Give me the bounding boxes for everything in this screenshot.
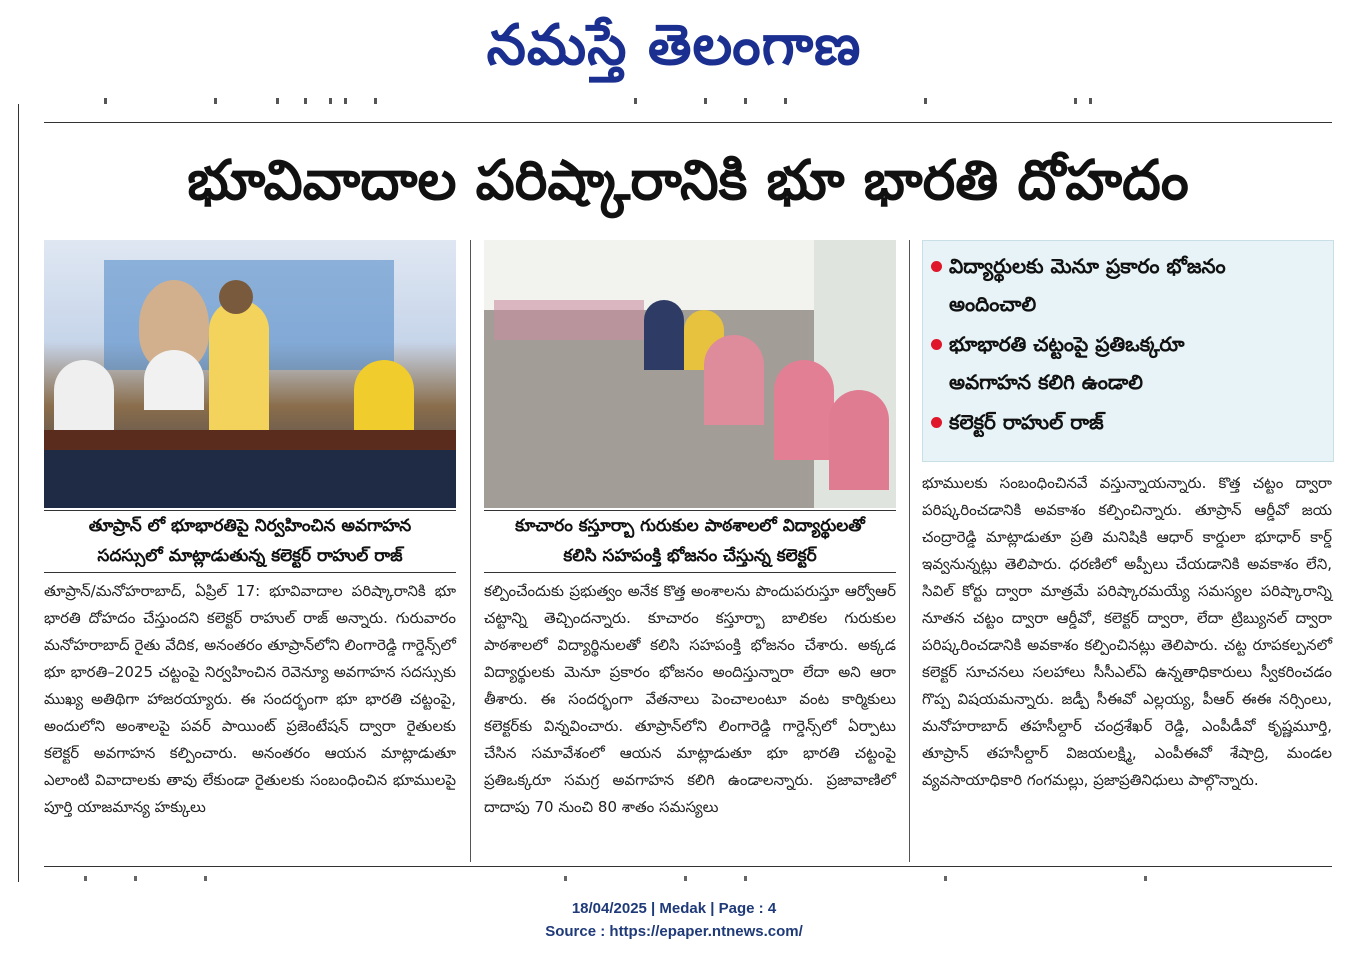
article-column-2 xyxy=(484,578,896,821)
column-divider-2 xyxy=(909,240,910,862)
page-left-divider xyxy=(18,104,19,882)
highlight-text: భూభారతి చట్టంపై ప్రతిఒక్కరూ xyxy=(949,332,1185,356)
highlight-text: అవగాహన కలిగి ఉండాలి xyxy=(949,370,1143,394)
bullet-dot-icon xyxy=(931,339,942,350)
caption-line: కూచారం కస్తూర్బా గురుకుల పాఠశాలలో విద్యార్థులతో xyxy=(515,516,865,536)
column-text: కల్పించేందుకు ప్రభుత్వం అనేక కొత్త అంశాలను పొందుపరుస్తూ ఆర్వోఆర్ చట్టాన్ని తెచ్చిందన్నారు. కూచారం కస్తూర్బా బాలికల గురుకుల పాఠశాలలో విద్యార్థినులతో కలిసి సహపంక్తి భోజనం చేశారు. అక్కడ విద్యార్థులకు మెనూ ప్రకారం భోజనం అందిస్తున్నారా లేదా అని ఆరా తీశారు. ఈ సందర్భంగా వేతనాలు పెంచాలంటూ వంట కార్మికులు కలెక్టర్‌కు విన్నవించారు. తూప్రాన్‌లోని లింగారెడ్డి గార్డెన్స్‌లో ఏర్పాటు చేసిన సమావేశంలో ఆయన మాట్లాడుతూ భూ భారతి చట్టంపై ప్రతిఒక్కరూ సమగ్ర అవగాహన కలిగి ఉండాలన్నారు. ప్రజావాణిలో దాదాపు 70 నుంచి 80 శాతం సమస్యలు xyxy=(484,582,896,816)
photo-students-lunch xyxy=(484,240,896,508)
highlight-item xyxy=(949,325,1185,401)
column-divider-1 xyxy=(470,240,471,862)
cropped-text-strip-bottom xyxy=(44,876,1332,882)
highlight-item xyxy=(949,403,1104,441)
bullet-dot-icon xyxy=(931,261,942,272)
photo-caption-2 xyxy=(484,511,896,571)
bottom-divider xyxy=(44,866,1332,867)
caption-line: సదస్సులో మాట్లాడుతున్న కలెక్టర్ రాహుల్ రాజ్ xyxy=(97,546,403,566)
column-text: తూప్రాన్/మనోహరాబాద్, ఏప్రిల్ 17: భూవివాదాల పరిష్కారానికి భూ భారతి దోహదం చేస్తుందని కలెక్టర్ రాహుల్ రాజ్ అన్నారు. గురువారం మనోహరాబాద్ రైతు వేదిక, అనంతరం తూప్రాన్‌లోని లింగారెడ్డి గార్డెన్స్‌లో భూ భారతి–2025 చట్టంపై నిర్వహించిన రెవెన్యూ అవగాహన సదస్సుకు ముఖ్య అతిథిగా హాజరయ్యారు. ఈ సందర్భంగా భూ భారతి చట్టంపై, అందులోని అంశాలపై పవర్ పాయింట్ ప్రజెంటేషన్ ద్వారా రైతులకు కలెక్టర్ అవగాహన కల్పించారు. అనంతరం ఆయన మాట్లాడుతూ ఎలాంటి వివాదాలకు తావు లేకుండా రైతులకు సంబంధించిన భూములపై పూర్తి యాజమాన్య హక్కులు xyxy=(44,582,456,816)
footer-date-edition: 18/04/2025 | Medak | Page : 4 xyxy=(571,900,777,917)
caption-rule-2b xyxy=(484,572,896,573)
highlight-item xyxy=(949,247,1226,323)
highlight-text: అందించాలి xyxy=(949,292,1037,316)
highlight-text: కలెక్టర్ రాహుల్ రాజ్ xyxy=(949,410,1104,434)
caption-rule-1b xyxy=(44,572,456,573)
top-divider xyxy=(44,122,1332,123)
article-column-3 xyxy=(922,470,1332,794)
article-headline: భూవివాదాల పరిష్కారానికి భూ భారతి దోహదం xyxy=(187,148,1189,212)
cropped-text-strip xyxy=(44,96,1332,106)
caption-line: కలిసి సహపంక్తి భోజనం చేస్తున్న కలెక్టర్ xyxy=(563,546,817,566)
photo-collector-speaking xyxy=(44,240,456,508)
highlights-box xyxy=(922,240,1334,462)
footer-source: Source : https://epaper.ntnews.com/ xyxy=(545,923,803,940)
article-column-1 xyxy=(44,578,456,821)
caption-line: తూప్రాన్ లో భూభారతిపై నిర్వహించిన అవగాహన xyxy=(88,516,412,536)
masthead-logo: నమస్తే తెలంగాణ xyxy=(486,13,862,78)
highlight-text: విద్యార్థులకు మెనూ ప్రకారం భోజనం xyxy=(949,254,1226,278)
bullet-dot-icon xyxy=(931,417,942,428)
photo-caption-1 xyxy=(44,511,456,571)
column-text: భూములకు సంబంధించినవే వస్తున్నాయన్నారు. కొత్త చట్టం ద్వారా పరిష్కరించడానికి అవకాశం కల్పించిన్నారు. తూప్రాన్ ఆర్డీవో జయ చంద్రారెడ్డి మాట్లాడుతూ ప్రతి మనిషికి ఆధార్ కార్డులా భూధార్ కార్డ్ ఇవ్వనున్నట్లు తెలిపారు. ధరణిలో అప్పీలు చేయడానికి అవకాశం లేని, సివిల్ కోర్టు ద్వారా మాత్రమే పరిష్కారమయ్యే సమస్యల పరిష్కారాన్ని నూతన చట్టం ద్వారా ఆర్డీవో, కలెక్టర్ ద్వారా, లేదా ట్రిబ్యునల్ ద్వారా పరిష్కరించడానికి అవకాశం కల్పించినట్లు తెలిపారు. చట్ట రూపకల్పనలో కలెక్టర్ సూచనలు సలహాలు సీసీఎల్ఏ ఉన్నతాధికారులు స్వీకరించడం గొప్ప విషయమన్నారు. జడ్పీ సీఈవో ఎల్లయ్య, పీఆర్ ఈఈ నర్సింలు, మనోహరాబాద్ తహసీల్దార్ చంద్రశేఖర్ రెడ్డి, ఎంపీడీవో కృష్ణమూర్తి, తూప్రాన్ తహసీల్దార్ విజయలక్ష్మి, ఎంపీఈవో శేషాద్రి, మండల వ్యవసాయాధికారి గంగమల్లు, ప్రజాప్రతినిధులు పాల్గొన్నారు. xyxy=(922,474,1332,789)
